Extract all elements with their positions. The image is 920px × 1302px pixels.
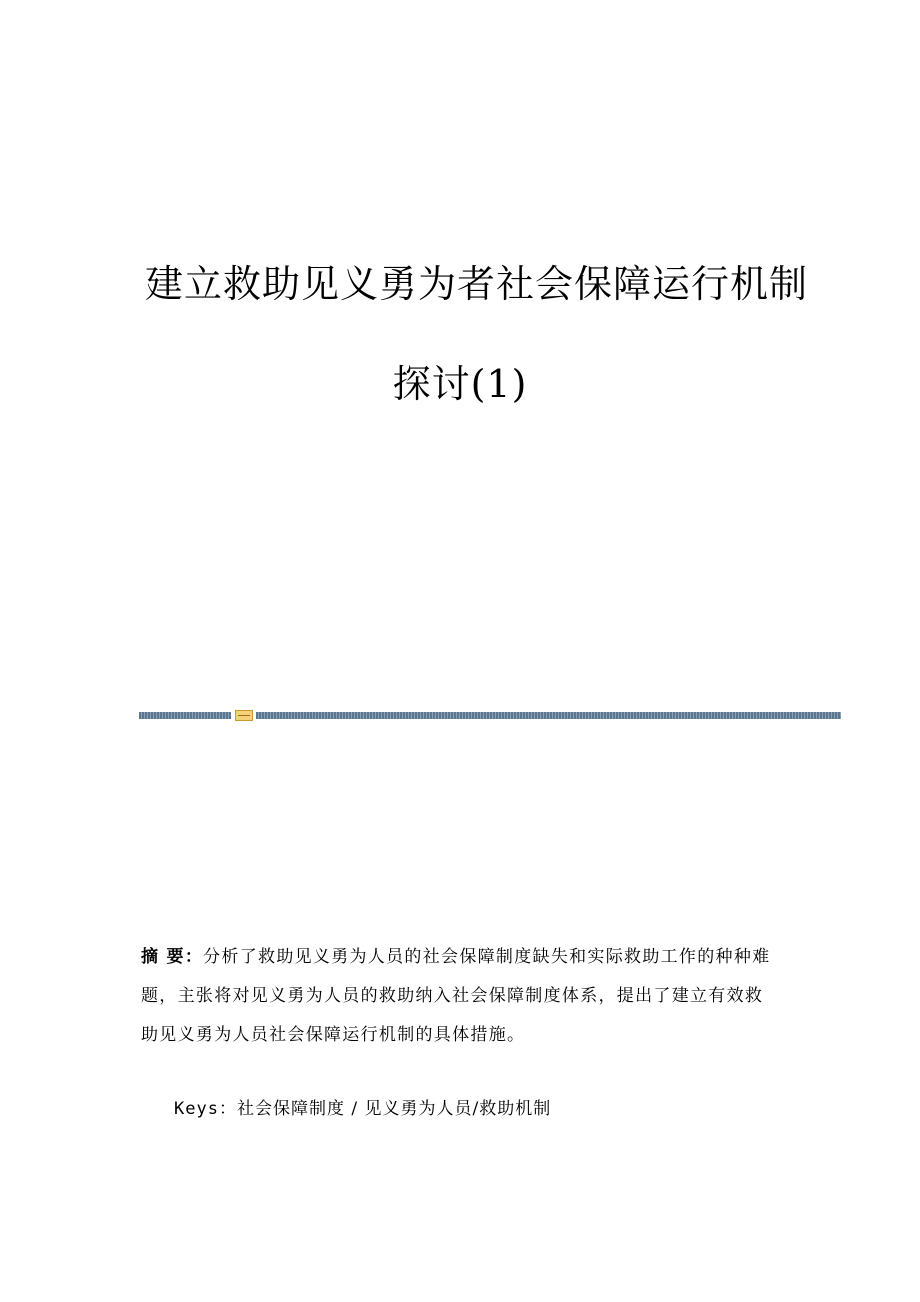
- title-line-2: 探讨(1): [392, 362, 528, 406]
- keywords-label: Keys：: [174, 1099, 237, 1119]
- keywords-text: 社会保障制度 / 见义勇为人员/救助机制: [236, 1099, 552, 1119]
- abstract-text: 分析了救助见义勇为人员的社会保障制度缺失和实际救助工作的种种难题，主张将对见义勇为人员的救助纳入社会保障制度体系，提出了建立有效救助见义勇为人员社会保障运行机制的具体措施。: [141, 947, 771, 1045]
- keywords-line: [174, 1094, 551, 1124]
- divider-bar-left: [139, 712, 231, 719]
- abstract-label: 摘 要：: [141, 947, 204, 967]
- abstract-paragraph: [141, 938, 781, 1055]
- section-divider: [139, 708, 841, 722]
- title-line-1: 建立救助见义勇为者社会保障运行机制: [145, 262, 809, 306]
- divider-ornament-icon: [235, 710, 253, 721]
- divider-bar-right: [256, 712, 841, 719]
